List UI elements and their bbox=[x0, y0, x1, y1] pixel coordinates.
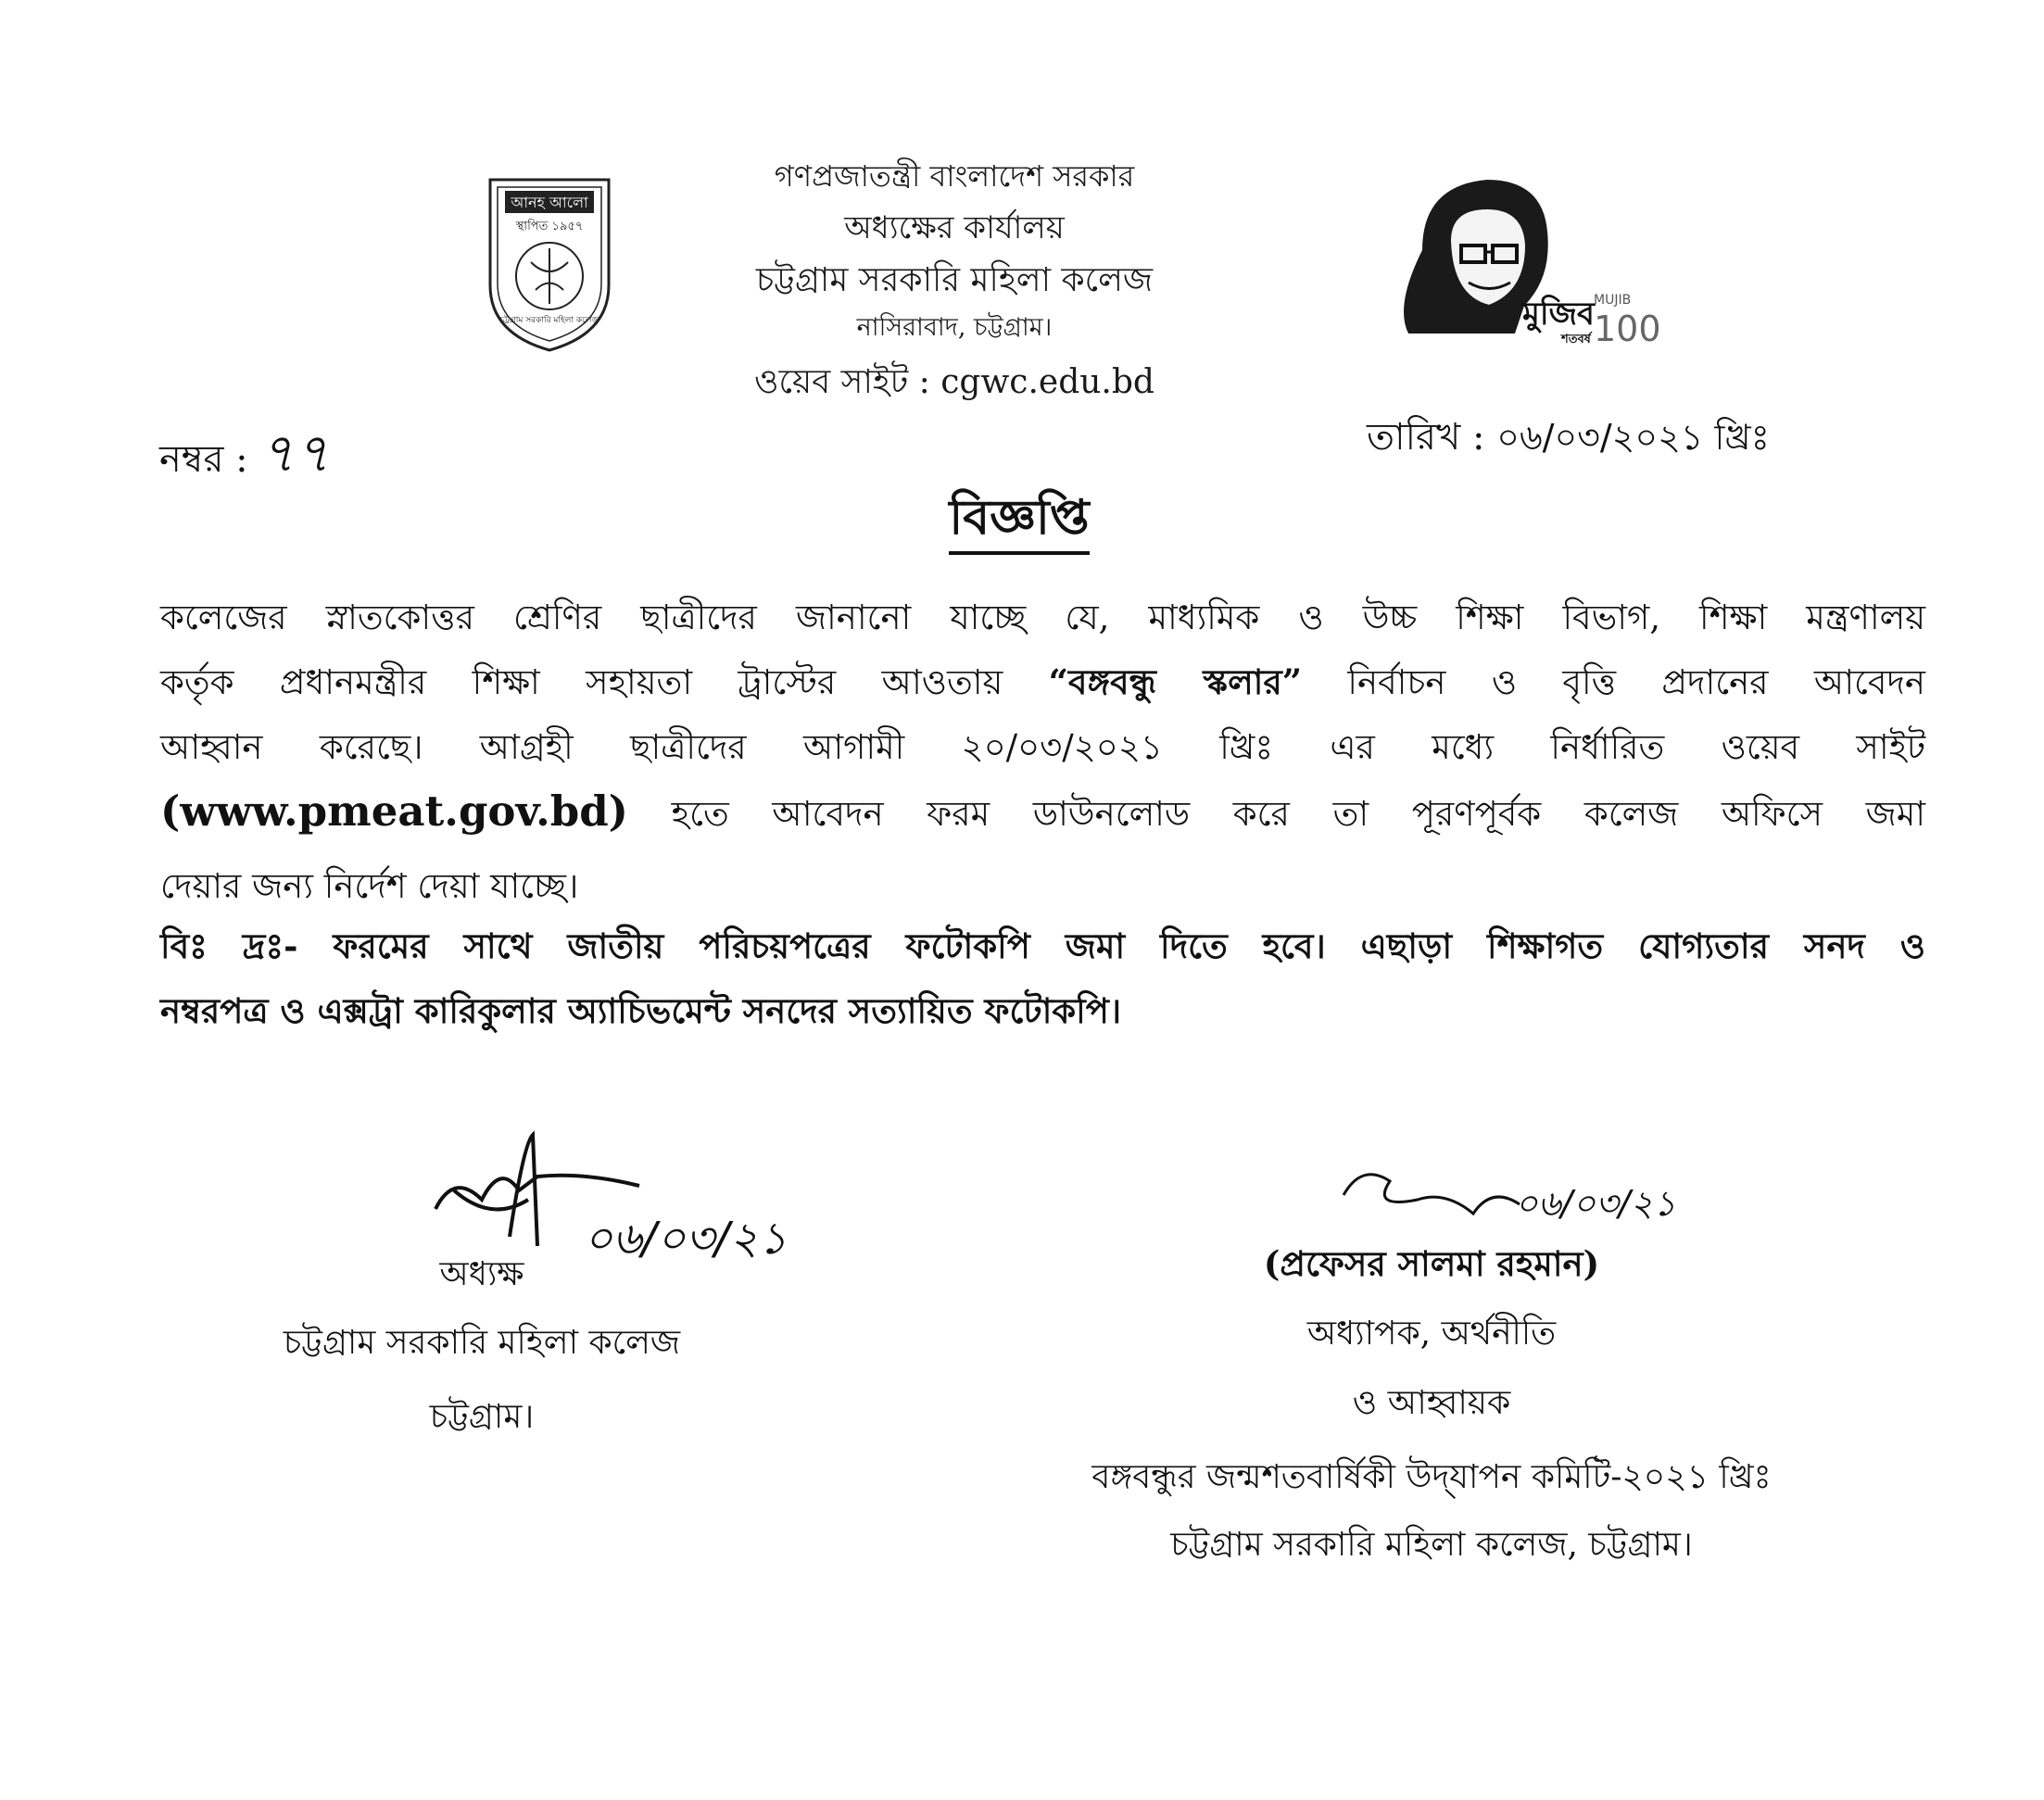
principal-college: চট্টগ্রাম সরকারি মহিলা কলেজ bbox=[283, 1324, 681, 1362]
date-value: ০৬/০৩/২০২১ খ্রিঃ bbox=[1496, 417, 1770, 458]
convener-college: চট্টগ্রাম সরকারি মহিলা কলেজ, চট্টগ্রাম। bbox=[1170, 1526, 1693, 1564]
notice-title-text: বিজ্ঞপ্তি bbox=[949, 489, 1089, 555]
seal-top-text: আনহ আলো bbox=[511, 194, 588, 211]
convener-signature-date: ০৬/০৩/২১ bbox=[1515, 1183, 1676, 1224]
govt-name: গণপ্রজাতন্ত্রী বাংলাদেশ সরকার bbox=[774, 158, 1135, 194]
principal-city: চট্টগ্রাম। bbox=[429, 1398, 535, 1436]
college-seal bbox=[485, 174, 614, 355]
body-line-4-rest: হতে আবেদন ফরম ডাউনলোড করে তা পূরণপূর্বক কলেজ অফিসে জমা bbox=[671, 794, 1925, 834]
reference-label: নম্বর : bbox=[159, 438, 248, 481]
mujib-shotoborsho-text: শতবর্ষ bbox=[1561, 333, 1591, 346]
reference-number bbox=[159, 412, 330, 502]
body-line-3: আহ্বান করেছে। আগ্রহী ছাত্রীদের আগামী ২০/০৩/২০২১ খ্রিঃ এর মধ্যে নির্ধারিত ওয়েব সাইট bbox=[160, 727, 1926, 767]
application-website: (www.pmeat.gov.bd) bbox=[160, 787, 628, 836]
principal-signature-date: ০৬/০৩/২১ bbox=[584, 1213, 788, 1265]
note-line-2: নম্বরপত্র ও এক্সট্রা কারিকুলার অ্যাচিভমেন্ট সনদের সত্যায়িত ফটোকপি। bbox=[160, 990, 1122, 1031]
notice-date bbox=[1367, 408, 1770, 470]
college-name: চট্টগ্রাম সরকারি মহিলা কলেজ bbox=[755, 261, 1154, 299]
convener-role: ও আহ্বায়ক bbox=[1352, 1384, 1511, 1422]
college-website: ওয়েব সাইট : cgwc.edu.bd bbox=[754, 363, 1154, 401]
seal-bottom-text: চট্টগ্রাম সরকারি মহিলা কলেজ bbox=[499, 316, 599, 325]
note-line-1: বিঃ দ্রঃ- ফরমের সাথে জাতীয় পরিচয়পত্রের ফটোকপি জমা দিতে হবে। এছাড়া শিক্ষাগত যোগ্যতার সনদ ও bbox=[160, 925, 1925, 966]
body-line-2 bbox=[160, 661, 1926, 702]
mujib-100-text: 100 bbox=[1594, 308, 1661, 349]
body-line-1: কলেজের স্নাতকোত্তর শ্রেণির ছাত্রীদের জানানো যাচ্ছে যে, মাধ্যমিক ও উচ্চ শিক্ষা বিভাগ, শিক্ষা মন্ত্রণালয় bbox=[160, 598, 1925, 637]
convener-signature bbox=[1334, 1158, 1676, 1241]
committee-name: বঙ্গবন্ধুর জন্মশতবার্ষিকী উদ্‌যাপন কমিটি-২০২১ খ্রিঃ bbox=[1091, 1458, 1772, 1496]
seal-estd-text: স্থাপিত ১৯৫৭ bbox=[515, 220, 584, 233]
notice-title bbox=[834, 480, 1205, 560]
date-label: তারিখ : bbox=[1367, 416, 1485, 459]
principal-title: অধ্যক্ষ bbox=[439, 1255, 524, 1293]
body-line-2c: নির্বাচন ও বৃত্তি প্রদানের আবেদন bbox=[1347, 662, 1926, 702]
mujib-100-logo bbox=[1385, 167, 1661, 349]
convener-designation: অধ্যাপক, অর্থনীতি bbox=[1306, 1315, 1557, 1353]
convener-name: (প্রফেসর সালমা রহমান) bbox=[1263, 1243, 1600, 1284]
mujib-bangla-text: মুজিব bbox=[1522, 296, 1595, 333]
mujib-en-text: MUJIB bbox=[1594, 293, 1632, 308]
body-line-4 bbox=[160, 787, 1925, 836]
reference-value: ৭৭ bbox=[259, 422, 330, 485]
body-line-5: দেয়ার জন্য নির্দেশ দেয়া যাচ্ছে। bbox=[160, 866, 579, 906]
scholar-name: “বঙ্গবন্ধু স্কলার” bbox=[1048, 661, 1303, 702]
office-name: অধ্যক্ষের কার্যালয় bbox=[844, 209, 1065, 246]
body-line-2a: কর্তৃক প্রধানমন্ত্রীর শিক্ষা সহায়তা ট্রাস্টের আওতায় bbox=[160, 662, 1003, 702]
college-address: নাসিরাবাদ, চট্টগ্রাম। bbox=[856, 313, 1053, 342]
